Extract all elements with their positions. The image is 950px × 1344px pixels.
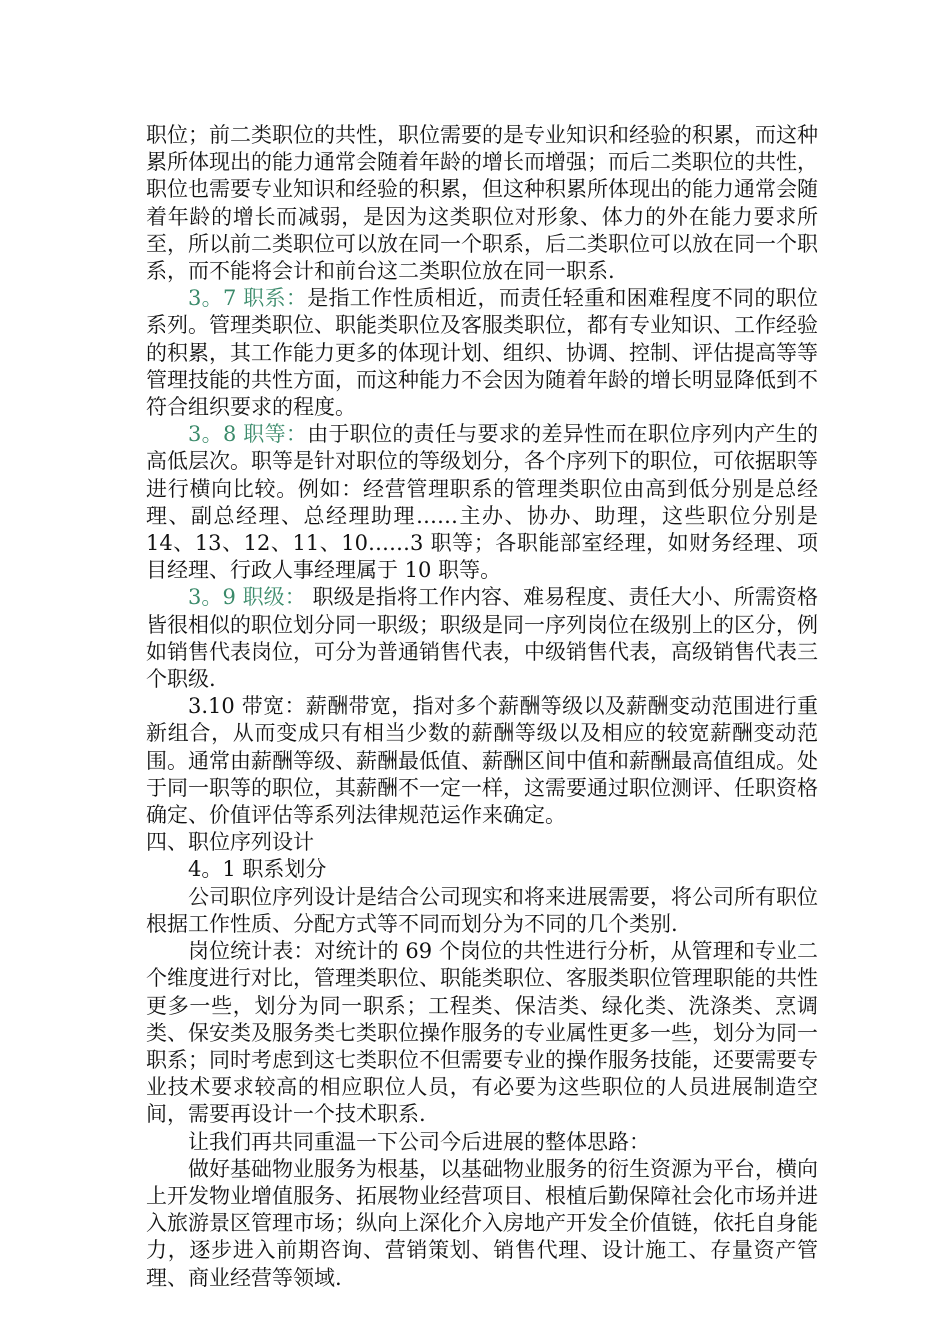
document-body	[146, 122, 818, 1292]
paragraph-development-strategy: 做好基础物业服务为根基，以基础物业服务的衍生资源为平台，横向上开发物业增值服务、拓展物业经营项目、根植后勤保障社会化市场并进入旅游景区管理市场；纵向上深化介入房地产开发全价值链，依托自身能力，逐步进入前期咨询、营销策划、销售代理、设计施工、存量资产管理、商业经营等领域.	[146, 1156, 818, 1290]
paragraph-sequence-design: 公司职位序列设计是结合公司现实和将来进展需要，将公司所有职位根据工作性质、分配方式等不同而划分为不同的几个类别.	[146, 884, 818, 936]
paragraph-job-family	[146, 285, 818, 421]
paragraph-job-level	[146, 584, 818, 693]
paragraph-job-grade	[146, 421, 818, 584]
paragraph-position-statistics: 岗位统计表：对统计的 69 个岗位的共性进行分析，从管理和专业二个维度进行对比，管理类职位、职能类职位、客服类职位管理职能的共性更多一些，划分为同一职系；工程类、保洁类、绿化类、洗涤类、烹调类、保安类及服务类七类职位操作服务的专业属性更多一些，划分为同一职系；同时考虑到这七类职位不但需要专业的操作服务技能，还要需要专业技术要求较高的相应职位人员，有必要为这些职位的人员进展制造空间，需要再设计一个技术职系.	[146, 939, 818, 1127]
term-job-family-label: 3。7 职系：	[188, 286, 308, 311]
subsection-heading-4-1: 4。1 职系划分	[188, 857, 327, 882]
term-job-grade-text: 由于职位的责任与要求的差异性而在职位序列内产生的高低层次。职等是针对职位的等级划分，各个序列下的职位，可依据职等进行横向比较。例如：经营管理职系的管理类职位由高到低分别是总经理、副总经理、总经理助理……主办、协办、助理，这些职位分别是 14、13、12、11、10……3 职等；各职能部室经理，如财务经理、项目经理、行政人事经理属于 10 职等。	[146, 422, 819, 583]
term-job-level-text: 职级是指将工作内容、难易程度、责任大小、所需资格皆很相似的职位划分同一职级；职级是同一序列岗位在级别上的区分，例如销售代表岗位，可分为普通销售代表，中级销售代表，高级销售代表三个职级.	[146, 585, 818, 692]
section-heading-4: 四、职位序列设计	[146, 830, 314, 855]
paragraph-bandwidth: 3.10 带宽：薪酬带宽，指对多个薪酬等级以及薪酬变动范围进行重新组合，从而变成只有相当少数的薪酬等级以及相应的较宽薪酬变动范围。通常由薪酬等级、薪酬最低值、薪酬区间中值和薪酬最高值组成。处于同一职等的职位，其薪酬不一定一样，这需要通过职位测评、任职资格确定、价值评估等系列法律规范运作来确定。	[146, 694, 818, 828]
term-job-grade-label: 3。8 职等：	[188, 422, 308, 447]
paragraph-job-categories: 职位；前二类职位的共性，职位需要的是专业知识和经验的积累，而这种累所体现出的能力通常会随着年龄的增长而增强；而后二类职位的共性，职位也需要专业知识和经验的积累，但这种积累所体现出的能力通常会随着年龄的增长而减弱，是因为这类职位对形象、体力的外在能力要求所至，所以前二类职位可以放在同一个职系，后二类职位可以放在同一个职系，而不能将会计和前台这二类职位放在同一职系.	[146, 123, 818, 284]
term-job-level-label: 3。9 职级：	[188, 585, 306, 610]
paragraph-review-intro: 让我们再共同重温一下公司今后进展的整体思路：	[188, 1129, 650, 1154]
term-job-family-text: 是指工作性质相近，而责任轻重和困难程度不同的职位系列。管理类职位、职能类职位及客服类职位，都有专业知识、工作经验的积累，其工作能力更多的体现计划、组织、协调、控制、评估提高等等管理技能的共性方面，而这种能力不会因为随着年龄的增长明显降低到不符合组织要求的程度。	[146, 286, 819, 420]
